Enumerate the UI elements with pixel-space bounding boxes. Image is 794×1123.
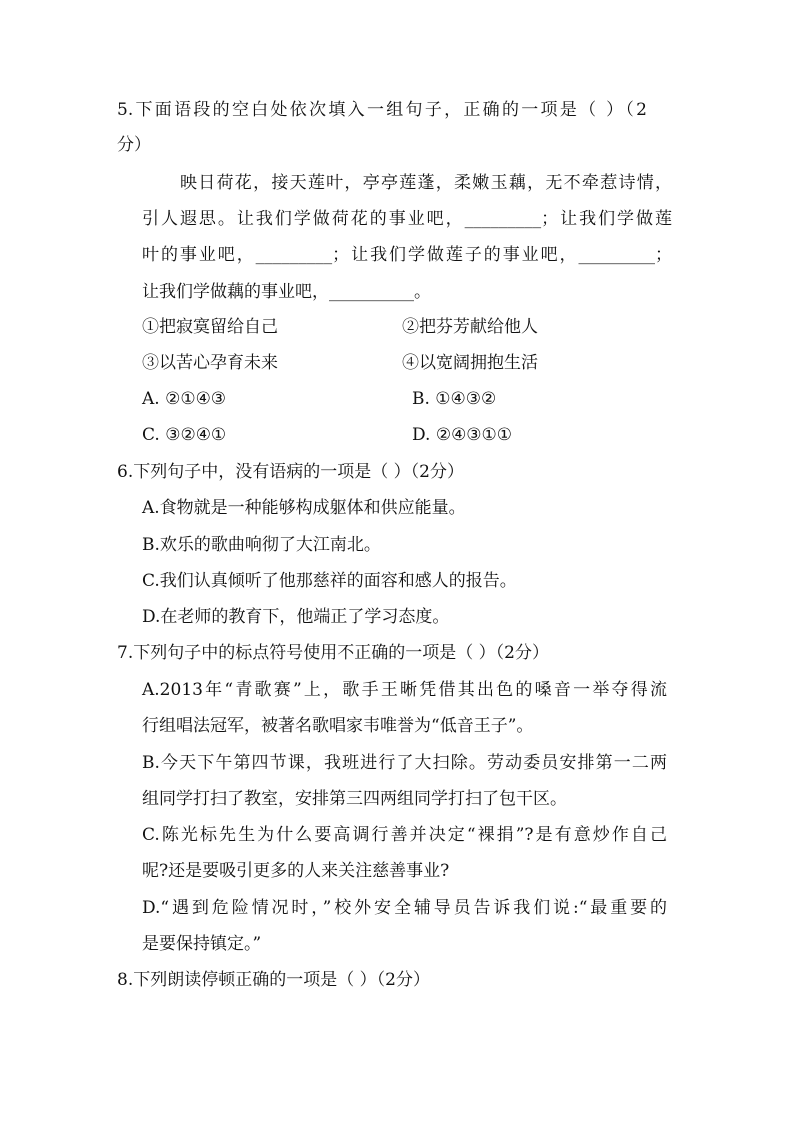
q7-option-a-line1: A.2013年“青歌赛”上，歌手王晰凭借其出色的嗓音一举夺得流 [142, 680, 667, 700]
q6-stem: 6.下列句子中，没有语病的一项是（ ）（2分） [117, 462, 464, 482]
q5-option-c: C. ③②④① [142, 425, 227, 445]
q5-passage-line2: 引人遐思。让我们学做荷花的事业吧，_________；让我们学做莲 [142, 209, 672, 229]
q8-stem: 8.下列朗读停顿正确的一项是（ ）（2分） [117, 970, 430, 990]
q5-item-1: ①把寂寞留给自己 [142, 317, 278, 337]
q7-option-a-line2: 行组唱法冠军，被著名歌唱家韦唯誉为“低音王子”。 [142, 716, 534, 736]
q7-option-d-line2: 是要保持镇定。” [142, 934, 262, 954]
q7-option-c-line1: C.陈光标先生为什么要高调行善并决定“裸捐”?是有意炒作自己 [142, 825, 667, 845]
q5-passage-line3: 叶的事业吧，_________；让我们学做莲子的事业吧，_________； [142, 245, 672, 265]
q5-option-a: A. ②①④③ [142, 389, 227, 409]
q6-option-a: A.食物就是一种能够构成躯体和供应能量。 [142, 498, 466, 518]
q7-option-b-line1: B.今天下午第四节课，我班进行了大扫除。劳动委员安排第一二两 [142, 753, 667, 773]
q6-option-d: D.在老师的教育下，他端正了学习态度。 [142, 607, 450, 627]
q7-option-b-line2: 组同学打扫了教室，安排第三四两组同学打扫了包干区。 [142, 789, 567, 809]
q5-option-d: D. ②④③①① [412, 425, 513, 445]
q5-stem-line1: 5.下面语段的空白处依次填入一组句子，正确的一项是（ ）（2 [117, 100, 647, 120]
q7-option-d-line1: D.“遇到危险情况时，”校外安全辅导员告诉我们说:“最重要的 [142, 898, 667, 918]
q6-option-b: B.欢乐的歌曲响彻了大江南北。 [142, 535, 381, 555]
q7-stem: 7.下列句子中的标点符号使用不正确的一项是（ ）（2分） [117, 643, 549, 663]
q5-item-4: ④以宽阔拥抱生活 [402, 353, 538, 373]
q7-option-c-line2: 呢?还是要吸引更多的人来关注慈善事业? [142, 861, 450, 881]
q5-stem-line2: 分） [117, 135, 151, 155]
q5-item-3: ③以苦心孕育未来 [142, 353, 278, 373]
q5-passage-line4: 让我们学做藕的事业吧，__________。 [142, 282, 431, 302]
q6-option-c: C.我们认真倾听了他那慈祥的面容和感人的报告。 [142, 571, 517, 591]
q5-item-2: ②把芬芳献给他人 [402, 317, 538, 337]
q5-option-b: B. ①④③② [412, 389, 497, 409]
q5-passage-line1: 映日荷花，接天莲叶，亭亭莲蓬，柔嫩玉藕，无不牵惹诗情， [180, 173, 672, 193]
